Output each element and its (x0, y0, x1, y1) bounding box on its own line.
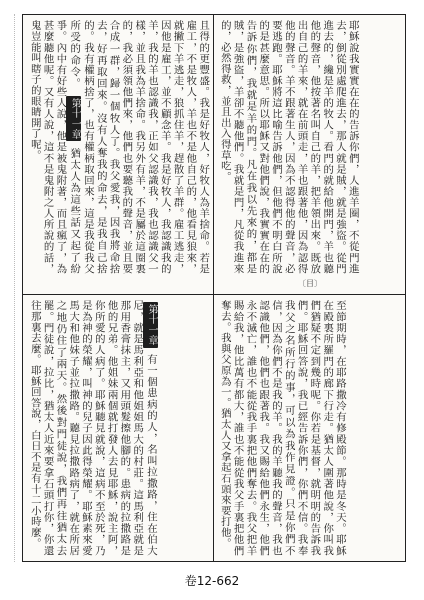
paragraph-text: 且得的更豐盛。我是好牧人，好牧人為羊捨命。若是雇工，不是牧人，羊也不是他自己的，他看見狼來，就撇下羊逃走，狼抓住羊，趕散了羊群。雇工逃走，因他是雇工，並不顧念羊。我是好牧人，我認識我的羊，我的羊也認識我，正如父認識我，我也認識父一樣，並且我為羊捨命。我另外有羊，不是屬於這圈裏的，我必須領他們來，他們也要聽我的聲音，並且要合成一群，歸一個牧人了。我父愛我，因我將命捨去，好再取回來。沒有人奪我的命去，是我自己捨的。我有權柄捨了，也有權柄取回來，這是我從我父所受的命令。 (68, 20, 210, 274)
chapter-heading: 第十一章 (143, 302, 158, 348)
binding-margin (4, 14, 15, 562)
panel-bottom-left (28, 300, 210, 556)
chapter-heading: 第十一章 (66, 96, 81, 142)
panel-top-left (28, 20, 210, 274)
top-vertical-divider (213, 14, 214, 294)
page-number: 卷12-662 (184, 574, 240, 588)
panel-band (218, 274, 402, 292)
bottom-vertical-divider (213, 294, 214, 562)
panel-text: 耶穌說我實實在在的告訴你們，人進羊圈，不從門進去，倒從別處爬進去，那人就是賊，就是強盜。從門進去的，纔是羊的牧人。看門的就給他開門，羊也聽他的聲音，他按著名叫自己的羊，把羊領出來。既放出自己的羊來，就在前頭走，羊也跟著他，因為認得他的聲音。羊不跟著生人，因為不認得他的聲音，必要逃跑。耶穌將這比喻告訴他們，但他們不明白所說的是甚麼意思。所以耶穌又對他們說，我實實在在的告訴你們，我就是羊的門。凡在我以先來的，都是賊，是強盜，羊卻不聽他們。我就是門，凡從我進來的，必然得救，並且出入得草吃。 (218, 20, 359, 274)
panel-text: 至節期時，在耶路撒冷有修殿節。那時是冬天。耶穌在殿裏所羅門的廊下行走。猶太人圍著他說，你叫我們猶疑不定到幾時呢。你若是基督，就明明的告訴我們。耶穌回答說，我已經告訴你們，你們不信。我奉我父之名所行的事，可以為我作見證。只是你們不信，因為你們不是我的羊。我的羊聽我的聲音，我也認識他們，他們也跟著我。我又賜給他們永生，他們永不滅亡，誰也不能從我手裏把他們奪去。我父把羊賜給我，他比萬有都大，誰也不能從我父手裏把他們奪去。我與父原為一。猶太人又拿起石頭來要打他。 (218, 300, 346, 556)
horizontal-divider (22, 294, 406, 295)
paragraph-text: 有一個患病的人，名叫拉撒路，住在伯大尼，就是馬利亞和他姐姐馬大的村莊。這馬利亞就是那用香膏抹主，又用頭髮擦他腳的。患病的拉撒路是他的兄弟。他姐妹兩個就打發人去見耶穌，說主阿，你所愛的人病了。耶穌聽見就說，這病不至於死，乃是為神的榮耀，叫神的兒子因此得榮耀。耶穌素來愛馬大和他妹子並拉撒路。聽見拉撒路病了，就在所居之地仍住了兩天。然後對門徒說，我們再往猶太去罷。門徒說，拉比，猶太人近來要拿石頭打你，你還往那裏去麼。耶穌回答說，白日不是有十二小時麼。 (28, 300, 157, 556)
panel-bottom-right (218, 300, 402, 556)
panel-text (28, 300, 158, 556)
panel-text (28, 20, 210, 274)
paragraph-text: 猶太人為這些話又起了紛爭。內中有好些人說，他是被鬼附著，而且瘋了，為甚麼聽他呢。又有人說，這不是鬼附之人所說的話，鬼豈能叫瞎子的眼睛開了呢。 (28, 20, 81, 274)
band-label: 〔目〕 (298, 278, 322, 288)
panel-top-right (218, 20, 402, 274)
